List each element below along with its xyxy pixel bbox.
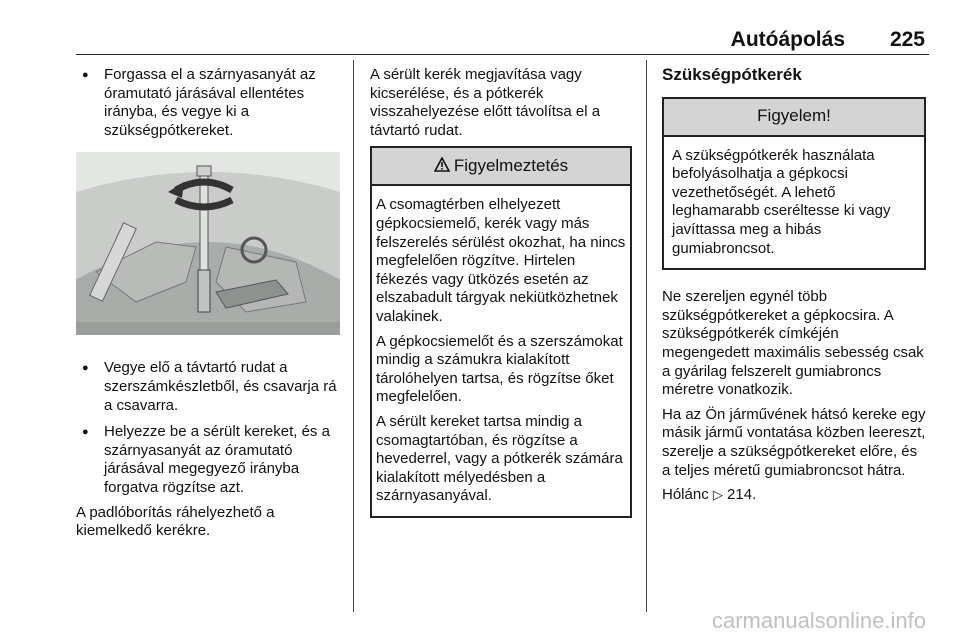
paragraph: A padlóborítás ráhelyezhető a kiemelkedő kerékre. bbox=[76, 503, 275, 540]
column-left bbox=[76, 66, 340, 541]
bullet-text: Vegye elő a távtartó rudat a szerszámkészletből, és csavarja rá a csavarra. bbox=[104, 359, 337, 414]
caution-title: Figyelem! bbox=[757, 106, 831, 126]
page-number: 225 bbox=[889, 28, 925, 51]
caution-body bbox=[664, 137, 924, 269]
reference-page[interactable]: 214. bbox=[727, 486, 757, 504]
column-divider bbox=[353, 60, 354, 612]
watermark: carmanualsonline.info bbox=[711, 608, 926, 633]
section-title: Szükségpótkerék bbox=[662, 65, 802, 84]
bullet-item bbox=[76, 359, 340, 415]
warning-title: Figyelmeztetés bbox=[453, 156, 569, 176]
warning-box bbox=[370, 146, 632, 518]
spare-wheel-illustration bbox=[76, 152, 340, 335]
reference-arrow-icon: ▷ bbox=[712, 487, 723, 503]
warning-body bbox=[372, 186, 630, 516]
bullet-text: Forgassa el a szárnyasanyát az óramutató járásával ellentétes irányba, és vegye ki a szükségpótkereket. bbox=[104, 66, 316, 139]
caution-box bbox=[662, 97, 926, 271]
warning-paragraph: A gépkocsiemelőt és a szerszámokat mindig a számukra kialakított tárolóhelyen tartsa, és rögzítse őket megfelelően. bbox=[376, 332, 623, 406]
reference-text: Hólánc bbox=[662, 486, 709, 504]
caution-header bbox=[664, 99, 924, 137]
bullet-item bbox=[76, 66, 340, 140]
cross-reference bbox=[662, 486, 926, 505]
paragraph: Ha az Ön járművének hátsó kereke egy másik jármű vontatása közben leereszt, szerelje a szükségpótkereket előre, és a teljes méretű gumiabroncsot hátra. bbox=[662, 405, 926, 479]
caution-paragraph: A szükségpótkerék használata befolyásolhatja a gépkocsi vezethetőségét. A lehető leghamarabb cseréltesse ki vagy javíttassa meg a hibás gumiabroncsot. bbox=[672, 146, 891, 257]
bullet-text: Helyezze be a sérült kereket, és a szárnyasanyát az óramutató járásával megegyező irányba forgatva rögzítse azt. bbox=[104, 423, 330, 496]
warning-paragraph: A sérült kereket tartsa mindig a csomagtartóban, és rögzítse a hevederrel, vagy a pótkerék számára kialakított mélyedésben a szárnyasanyával. bbox=[376, 412, 623, 505]
paragraph: A sérült kerék megjavítása vagy kicserélése, és a pótkerék visszahelyezése előtt távolítsa el a távtartó rudat. bbox=[370, 66, 601, 139]
warning-paragraph: A csomagtérben elhelyezett gépkocsiemelő, kerék vagy más felszerelés sérülést okozhat, ha nincs megfelelően rögzítve. Hirtelen fékezés vagy ütközés esetén az elszabadult tárgyak nekiütközhetnek valakinek. bbox=[376, 196, 626, 325]
page-header bbox=[76, 24, 929, 55]
column-right bbox=[662, 66, 926, 505]
illustration-svg bbox=[76, 152, 340, 335]
warning-triangle-icon bbox=[434, 157, 450, 177]
bullet-item bbox=[76, 423, 340, 497]
column-middle bbox=[370, 66, 632, 518]
warning-header bbox=[372, 148, 630, 186]
paragraph: Ne szereljen egynél több szükségpótkereket a gépkocsira. A szükségpótkerék címkéjén megengedett maximális sebesség csak a gyárilag felszerelt gumiabroncs méretre vonatkozik. bbox=[662, 288, 924, 399]
column-divider bbox=[646, 60, 647, 612]
page-title: Autóápolás bbox=[730, 28, 845, 51]
